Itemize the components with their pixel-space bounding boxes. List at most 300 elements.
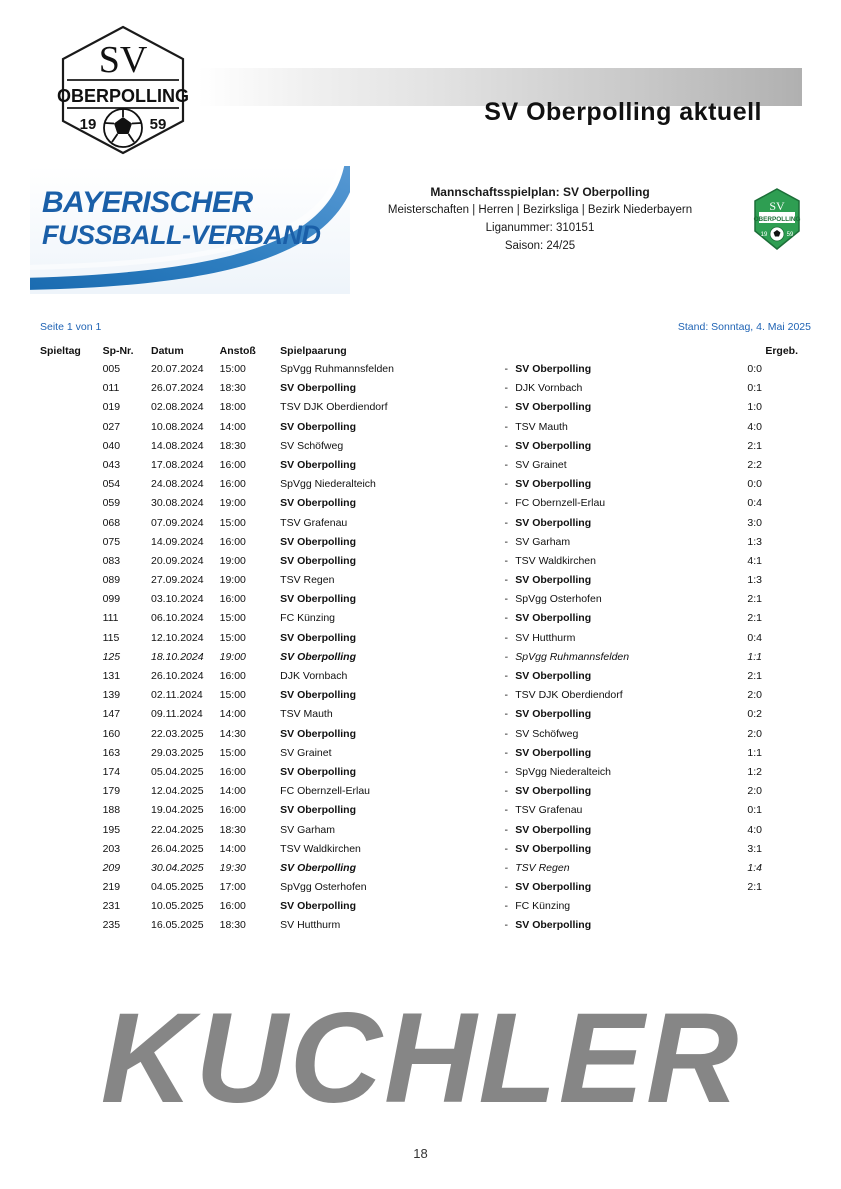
table-row xyxy=(40,804,812,823)
cell-anstoss: 16:00 xyxy=(219,670,246,682)
table-row xyxy=(40,382,812,401)
cell-dash: - xyxy=(504,708,508,721)
sponsor-ad-kuchler: KUCHLER xyxy=(100,987,741,1130)
table-row xyxy=(40,478,812,497)
cell-dash: - xyxy=(504,574,508,587)
cell-ergebnis: 1:1 xyxy=(747,650,762,663)
cell-datum: 16.05.2025 xyxy=(151,919,204,932)
table-row xyxy=(40,612,812,631)
header-ergebnis: Ergeb. xyxy=(765,345,798,357)
schedule-title: Mannschaftsspielplan: SV Oberpolling xyxy=(430,185,650,199)
cell-datum: 27.09.2024 xyxy=(151,574,204,587)
cell-spieltag xyxy=(40,440,103,459)
bfv-line-1: BAYERISCHER xyxy=(42,186,253,219)
cell-home: SV Oberpolling xyxy=(280,458,356,471)
page-title: SV Oberpolling aktuell xyxy=(484,98,762,126)
cell-spnr: 179 xyxy=(102,785,121,798)
cell-away: SV Oberpolling xyxy=(515,401,592,414)
cell-spieltag xyxy=(40,401,103,420)
cell-away: TSV Mauth xyxy=(515,420,568,433)
cell-ergebnis: 1:4 xyxy=(747,861,762,874)
cell-home: SV Oberpolling xyxy=(280,900,356,913)
cell-home: TSV Regen xyxy=(280,574,335,587)
cell-datum: 20.07.2024 xyxy=(151,363,204,375)
cell-ergebnis: 0:1 xyxy=(747,382,762,395)
cell-home: DJK Vornbach xyxy=(280,670,348,682)
cell-ergebnis: 3:0 xyxy=(747,516,762,529)
cell-home: TSV Grafenau xyxy=(280,516,348,529)
table-row xyxy=(40,632,812,651)
cell-anstoss: 16:00 xyxy=(219,593,246,606)
cell-home: SV Oberpolling xyxy=(280,554,356,567)
cell-home: SV Oberpolling xyxy=(280,861,356,874)
cell-dash: - xyxy=(504,727,508,740)
table-row xyxy=(40,785,812,804)
bfv-logo-text xyxy=(42,188,321,249)
cell-away: SV Oberpolling xyxy=(515,612,592,625)
cell-anstoss: 18:00 xyxy=(219,401,246,414)
cell-home: TSV DJK Oberdiendorf xyxy=(280,401,388,414)
cell-spnr: 195 xyxy=(102,823,121,836)
cell-datum: 26.07.2024 xyxy=(151,382,204,395)
cell-datum: 14.08.2024 xyxy=(151,439,204,452)
cell-spnr: 111 xyxy=(102,612,119,625)
cell-dash: - xyxy=(504,516,508,529)
cell-away: SpVgg Niederalteich xyxy=(515,765,611,778)
page-info: Seite 1 von 1 xyxy=(40,321,102,333)
cell-ergebnis: 4:1 xyxy=(747,554,762,567)
cell-datum: 12.04.2025 xyxy=(151,785,204,798)
cell-anstoss: 15:00 xyxy=(219,612,246,625)
table-row xyxy=(40,747,812,766)
cell-datum: 24.08.2024 xyxy=(151,478,204,491)
cell-datum: 10.08.2024 xyxy=(151,420,204,433)
cell-anstoss: 14:30 xyxy=(219,727,246,740)
cell-spieltag xyxy=(40,478,103,497)
cell-ergebnis: 2:2 xyxy=(747,458,762,471)
cell-ergebnis: 1:3 xyxy=(747,574,762,587)
cell-anstoss: 19:00 xyxy=(219,497,246,510)
svg-text:19: 19 xyxy=(760,232,768,238)
table-row xyxy=(40,708,812,727)
cell-spieltag xyxy=(40,555,103,574)
cell-datum: 22.03.2025 xyxy=(151,727,204,740)
table-row xyxy=(40,497,812,516)
cell-away: SpVgg Ruhmannsfelden xyxy=(515,650,630,663)
league-number: Liganummer: 310151 xyxy=(485,222,595,234)
cell-home: SV Schöfweg xyxy=(280,439,344,452)
cell-anstoss: 15:00 xyxy=(219,746,246,759)
cell-spieltag xyxy=(40,670,103,689)
table-header-row xyxy=(40,345,812,363)
cell-spieltag xyxy=(40,881,103,900)
cell-ergebnis: 1:0 xyxy=(747,401,762,414)
cell-ergebnis: 1:1 xyxy=(747,746,762,759)
schedule-heading xyxy=(340,183,740,255)
cell-datum: 30.04.2025 xyxy=(151,861,204,874)
cell-ergebnis: 2:1 xyxy=(747,612,762,625)
cell-spnr: 125 xyxy=(102,650,121,663)
cell-away: SV Oberpolling xyxy=(515,478,592,491)
cell-spieltag xyxy=(40,689,103,708)
schedule-table xyxy=(40,345,812,939)
cell-spnr: 054 xyxy=(102,478,121,491)
cell-datum: 07.09.2024 xyxy=(151,516,204,529)
svg-text:59: 59 xyxy=(786,232,794,238)
cell-anstoss: 15:00 xyxy=(219,631,246,644)
cell-datum: 09.11.2024 xyxy=(151,708,203,721)
cell-dash: - xyxy=(504,689,508,702)
cell-spieltag xyxy=(40,593,103,612)
cell-spieltag xyxy=(40,421,103,440)
season: Saison: 24/25 xyxy=(504,240,576,252)
table-row xyxy=(40,900,812,919)
cell-home: SV Oberpolling xyxy=(280,631,356,644)
cell-home: SV Oberpolling xyxy=(280,535,356,548)
cell-away: SV Oberpolling xyxy=(515,881,592,894)
cell-anstoss: 19:00 xyxy=(219,554,246,567)
cell-anstoss: 15:00 xyxy=(219,689,246,702)
cell-home: SV Oberpolling xyxy=(280,382,356,395)
cell-anstoss: 16:00 xyxy=(219,804,246,817)
cell-home: SV Grainet xyxy=(280,746,332,759)
header-spacer xyxy=(497,345,515,363)
cell-away: SV Oberpolling xyxy=(515,746,592,759)
cell-away: TSV Regen xyxy=(515,861,570,874)
table-row xyxy=(40,670,812,689)
cell-spnr: 075 xyxy=(102,535,121,548)
cell-spnr: 005 xyxy=(102,363,121,375)
table-row xyxy=(40,689,812,708)
cell-dash: - xyxy=(504,861,508,874)
cell-home: TSV Waldkirchen xyxy=(280,842,361,855)
header-spieltag: Spieltag xyxy=(40,345,81,357)
cell-away: SV Schöfweg xyxy=(515,727,579,740)
cell-home: SV Oberpolling xyxy=(280,593,356,606)
cell-spnr: 147 xyxy=(102,708,121,721)
cell-spieltag xyxy=(40,536,103,555)
cell-datum: 26.04.2025 xyxy=(151,842,204,855)
cell-home: SV Hutthurm xyxy=(280,919,341,932)
header-anstoss: Anstoß xyxy=(219,345,256,357)
cell-spieltag xyxy=(40,497,103,516)
table-row xyxy=(40,766,812,785)
cell-dash: - xyxy=(504,746,508,759)
table-row xyxy=(40,919,812,938)
bfv-logo xyxy=(30,166,350,294)
cell-ergebnis: 4:0 xyxy=(747,823,762,836)
cell-spieltag xyxy=(40,363,103,382)
cell-dash: - xyxy=(504,823,508,836)
cell-home: SpVgg Ruhmannsfelden xyxy=(280,363,394,375)
svg-text:OBERPOLLING: OBERPOLLING xyxy=(753,216,801,223)
cell-ergebnis: 2:0 xyxy=(747,727,762,740)
schedule-subtitle: Meisterschaften | Herren | Bezirksliga | Bezirk Niederbayern xyxy=(387,204,693,216)
cell-spnr: 160 xyxy=(102,727,121,740)
table-row xyxy=(40,881,812,900)
header-datum: Datum xyxy=(151,345,184,357)
cell-datum: 20.09.2024 xyxy=(151,554,204,567)
cell-ergebnis: 1:2 xyxy=(747,765,762,778)
cell-away: SV Oberpolling xyxy=(515,708,592,721)
cell-ergebnis: 0:4 xyxy=(747,631,762,644)
cell-home: SpVgg Osterhofen xyxy=(280,881,367,894)
cell-spieltag xyxy=(40,843,103,862)
cell-dash: - xyxy=(504,670,508,682)
table-row xyxy=(40,517,812,536)
cell-datum: 17.08.2024 xyxy=(151,458,204,471)
cell-datum: 06.10.2024 xyxy=(151,612,204,625)
cell-datum: 18.10.2024 xyxy=(151,650,204,663)
cell-anstoss: 17:00 xyxy=(219,881,246,894)
cell-datum: 02.08.2024 xyxy=(151,401,204,414)
cell-spnr: 219 xyxy=(102,881,121,894)
cell-datum: 05.04.2025 xyxy=(151,765,204,778)
club-crest-small xyxy=(753,188,801,250)
cell-spnr: 099 xyxy=(102,593,121,606)
table-row xyxy=(40,862,812,881)
table-row xyxy=(40,574,812,593)
table-row xyxy=(40,440,812,459)
cell-datum: 12.10.2024 xyxy=(151,631,204,644)
cell-datum: 03.10.2024 xyxy=(151,593,204,606)
cell-away: SV Oberpolling xyxy=(515,670,592,682)
cell-away: SV Oberpolling xyxy=(515,439,592,452)
cell-away: SV Oberpolling xyxy=(515,574,592,587)
cell-dash: - xyxy=(504,650,508,663)
table-row xyxy=(40,728,812,747)
cell-spieltag xyxy=(40,862,103,881)
cell-spnr: 089 xyxy=(102,574,121,587)
cell-away: SV Garham xyxy=(515,535,571,548)
cell-away: TSV Waldkirchen xyxy=(515,554,596,567)
cell-spieltag xyxy=(40,574,103,593)
cell-datum: 04.05.2025 xyxy=(151,881,204,894)
cell-away: SV Oberpolling xyxy=(515,785,592,798)
cell-spieltag xyxy=(40,785,103,804)
cell-spnr: 040 xyxy=(102,439,121,452)
cell-dash: - xyxy=(504,420,508,433)
cell-dash: - xyxy=(504,612,508,625)
cell-spnr: 188 xyxy=(102,804,121,817)
cell-ergebnis: 3:1 xyxy=(747,842,762,855)
cell-anstoss: 18:30 xyxy=(219,439,246,452)
soccer-ball-icon xyxy=(104,109,142,147)
cell-spieltag xyxy=(40,708,103,727)
cell-dash: - xyxy=(504,593,508,606)
cell-spnr: 083 xyxy=(102,554,121,567)
cell-spieltag xyxy=(40,919,103,938)
cell-dash: - xyxy=(504,363,508,375)
cell-spieltag xyxy=(40,747,103,766)
cell-datum: 14.09.2024 xyxy=(151,535,204,548)
cell-home: TSV Mauth xyxy=(280,708,333,721)
cell-ergebnis: 0:0 xyxy=(747,478,762,491)
cell-spnr: 203 xyxy=(102,842,121,855)
cell-spnr: 139 xyxy=(102,689,121,702)
cell-spnr: 115 xyxy=(102,631,120,644)
cell-dash: - xyxy=(504,439,508,452)
table-row xyxy=(40,651,812,670)
cell-dash: - xyxy=(504,497,508,510)
cell-anstoss: 14:00 xyxy=(219,708,246,721)
table-row xyxy=(40,824,812,843)
cell-anstoss: 14:00 xyxy=(219,785,246,798)
cell-ergebnis: 2:0 xyxy=(747,785,762,798)
cell-spieltag xyxy=(40,382,103,401)
cell-anstoss: 18:30 xyxy=(219,823,246,836)
cell-ergebnis: 0:2 xyxy=(747,708,762,721)
cell-spieltag xyxy=(40,612,103,631)
cell-ergebnis: 2:1 xyxy=(747,593,762,606)
club-logo xyxy=(57,24,189,156)
cell-dash: - xyxy=(504,919,508,932)
cell-spieltag xyxy=(40,728,103,747)
cell-spnr: 019 xyxy=(102,401,121,414)
svg-text:59: 59 xyxy=(149,116,167,133)
table-row xyxy=(40,401,812,420)
cell-ergebnis: 2:1 xyxy=(747,881,762,894)
cell-spieltag xyxy=(40,651,103,670)
cell-dash: - xyxy=(504,535,508,548)
cell-anstoss: 18:30 xyxy=(219,919,246,932)
svg-text:19: 19 xyxy=(79,116,97,133)
cell-anstoss: 16:00 xyxy=(219,900,246,913)
cell-spnr: 011 xyxy=(102,382,120,395)
cell-dash: - xyxy=(504,900,508,913)
cell-away: SV Oberpolling xyxy=(515,919,592,932)
cell-anstoss: 19:30 xyxy=(219,861,246,874)
cell-home: FC Obernzell-Erlau xyxy=(280,785,371,798)
cell-anstoss: 14:00 xyxy=(219,420,246,433)
cell-ergebnis: 4:0 xyxy=(747,420,762,433)
cell-anstoss: 15:00 xyxy=(219,363,246,375)
cell-home: SV Oberpolling xyxy=(280,420,356,433)
cell-spnr: 209 xyxy=(102,861,121,874)
cell-away: TSV DJK Oberdiendorf xyxy=(515,689,623,702)
cell-home: SV Oberpolling xyxy=(280,727,356,740)
cell-ergebnis: 1:3 xyxy=(747,535,762,548)
cell-home: SpVgg Niederalteich xyxy=(280,478,376,491)
cell-away: SpVgg Osterhofen xyxy=(515,593,602,606)
cell-home: SV Oberpolling xyxy=(280,650,356,663)
cell-spnr: 174 xyxy=(102,765,121,778)
cell-spieltag xyxy=(40,632,103,651)
cell-spieltag xyxy=(40,900,103,919)
cell-ergebnis xyxy=(747,919,812,938)
cell-ergebnis xyxy=(747,900,812,919)
cell-anstoss: 19:00 xyxy=(219,650,246,663)
cell-home: SV Garham xyxy=(280,823,336,836)
cell-ergebnis: 0:1 xyxy=(747,804,762,817)
cell-home: SV Oberpolling xyxy=(280,689,356,702)
cell-anstoss: 14:00 xyxy=(219,842,246,855)
cell-anstoss: 16:00 xyxy=(219,765,246,778)
table-row xyxy=(40,459,812,478)
svg-text:SV: SV xyxy=(769,199,785,213)
cell-spnr: 059 xyxy=(102,497,121,510)
cell-away: SV Oberpolling xyxy=(515,823,592,836)
cell-spnr: 027 xyxy=(102,420,121,433)
cell-home: SV Oberpolling xyxy=(280,765,356,778)
cell-spnr: 043 xyxy=(102,458,121,471)
cell-dash: - xyxy=(504,785,508,798)
cell-ergebnis: 2:1 xyxy=(747,670,762,682)
cell-datum: 19.04.2025 xyxy=(151,804,204,817)
cell-away: SV Oberpolling xyxy=(515,363,592,375)
cell-anstoss: 18:30 xyxy=(219,382,246,395)
cell-spnr: 131 xyxy=(102,670,121,682)
header-spnr: Sp-Nr. xyxy=(102,345,134,357)
table-row xyxy=(40,536,812,555)
cell-spieltag xyxy=(40,824,103,843)
cell-away: TSV Grafenau xyxy=(515,804,583,817)
cell-away: SV Oberpolling xyxy=(515,516,592,529)
header-spielpaarung: Spielpaarung xyxy=(280,345,347,357)
cell-spieltag xyxy=(40,517,103,536)
cell-away: SV Grainet xyxy=(515,458,567,471)
cell-datum: 22.04.2025 xyxy=(151,823,204,836)
cell-away: DJK Vornbach xyxy=(515,382,583,395)
table-row xyxy=(40,843,812,862)
cell-spieltag xyxy=(40,804,103,823)
cell-anstoss: 15:00 xyxy=(219,516,246,529)
cell-ergebnis: 0:4 xyxy=(747,497,762,510)
cell-datum: 29.03.2025 xyxy=(151,746,204,759)
cell-dash: - xyxy=(504,631,508,644)
cell-spnr: 235 xyxy=(102,919,121,932)
cell-away: SV Oberpolling xyxy=(515,842,592,855)
cell-datum: 02.11.2024 xyxy=(151,689,203,702)
cell-home: SV Oberpolling xyxy=(280,497,356,510)
cell-away: FC Obernzell-Erlau xyxy=(515,497,606,510)
cell-dash: - xyxy=(504,842,508,855)
svg-text:SV: SV xyxy=(98,39,148,81)
cell-ergebnis: 0:0 xyxy=(747,363,762,375)
cell-away: SV Hutthurm xyxy=(515,631,576,644)
table-row xyxy=(40,363,812,382)
cell-dash: - xyxy=(504,554,508,567)
cell-spieltag xyxy=(40,766,103,785)
page-number: 18 xyxy=(413,1146,428,1161)
cell-datum: 30.08.2024 xyxy=(151,497,204,510)
cell-dash: - xyxy=(504,881,508,894)
cell-dash: - xyxy=(504,401,508,414)
cell-away: FC Künzing xyxy=(515,900,571,913)
cell-spnr: 068 xyxy=(102,516,121,529)
cell-anstoss: 16:00 xyxy=(219,478,246,491)
cell-dash: - xyxy=(504,478,508,491)
cell-datum: 10.05.2025 xyxy=(151,900,204,913)
cell-ergebnis: 2:1 xyxy=(747,439,762,452)
cell-dash: - xyxy=(504,804,508,817)
cell-anstoss: 19:00 xyxy=(219,574,246,587)
table-row xyxy=(40,555,812,574)
cell-anstoss: 16:00 xyxy=(219,458,246,471)
cell-home: SV Oberpolling xyxy=(280,804,356,817)
cell-spieltag xyxy=(40,459,103,478)
cell-dash: - xyxy=(504,765,508,778)
cell-spnr: 163 xyxy=(102,746,121,759)
table-row xyxy=(40,593,812,612)
cell-home: FC Künzing xyxy=(280,612,336,625)
header-spacer-2 xyxy=(515,345,747,363)
cell-dash: - xyxy=(504,458,508,471)
cell-ergebnis: 2:0 xyxy=(747,689,762,702)
bfv-line-2: FUSSBALL-VERBAND xyxy=(42,220,321,250)
cell-spnr: 231 xyxy=(102,900,121,913)
cell-anstoss: 16:00 xyxy=(219,535,246,548)
